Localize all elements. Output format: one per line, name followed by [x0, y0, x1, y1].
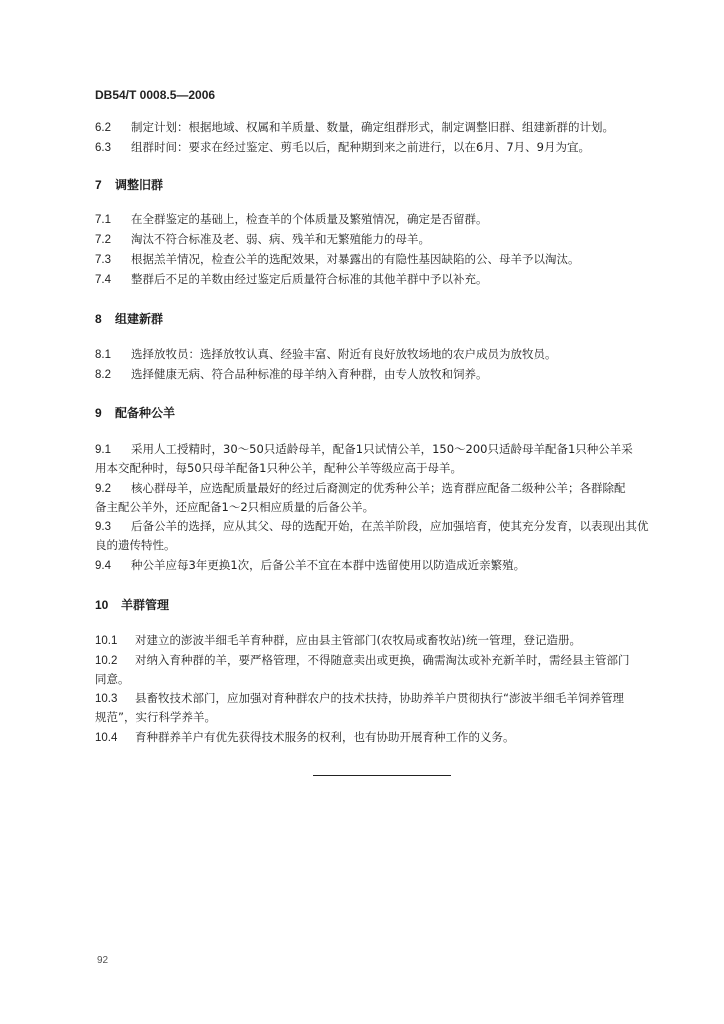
section-8-heading	[95, 310, 163, 327]
clause-text: 核心群母羊，应选配质量最好的经过后裔测定的优秀种公羊；选育群应配备二级种公羊；各群除配	[131, 481, 626, 495]
clause-text: 种公羊应每3年更换1次，后备公羊不宜在本群中选留使用以防造成近亲繁殖。	[131, 558, 526, 572]
clause-text: 选择健康无病、符合品种标准的母羊纳入育种群，由专人放牧和饲养。	[131, 367, 488, 381]
clause-9-3-continued: 良的遗传特性。	[95, 538, 176, 552]
clause-text: 后备公羊的选择，应从其父、母的选配开始，在羔羊阶段，应加强培育，使其充分发育，以表现出其优	[131, 519, 649, 533]
clause-text: 对建立的澎波半细毛羊育种群，应由县主管部门(农牧局或畜牧站)统一管理，登记造册。	[135, 633, 581, 647]
clause-6-2	[95, 120, 635, 135]
clause-10-2	[95, 653, 635, 668]
clause-9-2-continued: 备主配公羊外，还应配备1～2只相应质量的后备公羊。	[95, 500, 375, 514]
clause-8-1	[95, 347, 635, 362]
clause-number: 9.1	[95, 444, 111, 456]
clause-9-3	[95, 519, 649, 534]
clause-number: 9.2	[95, 483, 111, 495]
clause-10-3-continued: 规范”，实行科学养羊。	[95, 710, 216, 724]
section-7-heading	[95, 176, 163, 193]
clause-text: 组群时间：要求在经过鉴定、剪毛以后，配种期到来之前进行，以在6月、7月、9月为宜。	[131, 140, 590, 154]
clause-text: 采用人工授精时，30～50只适龄母羊，配备1只试情公羊，150～200只适龄母羊配备1只种公羊采	[131, 442, 633, 456]
section-title: 组建新群	[115, 312, 164, 326]
clause-number: 7.2	[95, 234, 111, 246]
section-9-heading	[95, 404, 175, 421]
page-number: 92	[97, 955, 109, 966]
section-number: 9	[95, 406, 102, 420]
end-of-document-rule	[313, 775, 451, 776]
clause-text: 育种群养羊户有优先获得技术服务的权利，也有协助开展育种工作的义务。	[135, 730, 515, 744]
clause-text: 淘汰不符合标准及老、弱、病、残羊和无繁殖能力的母羊。	[131, 232, 430, 246]
clause-text: 选择放牧员：选择放牧认真、经验丰富、附近有良好放牧场地的农户成员为放牧员。	[131, 347, 557, 361]
clause-text: 在全群鉴定的基础上，检查羊的个体质量及繁殖情况，确定是否留群。	[131, 212, 488, 226]
clause-number: 7.3	[95, 254, 111, 266]
clause-10-4	[95, 730, 635, 745]
section-10-heading	[95, 596, 169, 613]
clause-10-2-continued: 同意。	[95, 672, 130, 686]
clause-7-2	[95, 232, 635, 247]
clause-number: 10.4	[95, 732, 118, 744]
clause-number: 10.2	[95, 655, 118, 667]
section-title: 调整旧群	[115, 178, 164, 192]
section-number: 8	[95, 312, 102, 326]
clause-9-1-continued: 用本交配种时，每50只母羊配备1只种公羊，配种公羊等级应高于母羊。	[95, 461, 462, 475]
clause-7-3	[95, 252, 635, 267]
section-number: 7	[95, 178, 102, 192]
clause-number: 9.3	[95, 521, 111, 533]
clause-number: 10.3	[95, 693, 118, 705]
clause-9-4	[95, 558, 635, 573]
clause-number: 8.2	[95, 369, 111, 381]
clause-number: 9.4	[95, 560, 111, 572]
section-number: 10	[95, 598, 109, 612]
clause-number: 6.3	[95, 142, 111, 154]
clause-9-2	[95, 481, 635, 496]
clause-number: 8.1	[95, 349, 111, 361]
clause-7-1	[95, 212, 635, 227]
clause-text: 制定计划：根据地域、权属和羊质量、数量，确定组群形式，制定调整旧群、组建新群的计划。	[131, 120, 614, 134]
clause-10-3	[95, 691, 635, 706]
clause-7-4	[95, 272, 635, 287]
clause-6-3	[95, 140, 635, 155]
clause-10-1	[95, 633, 635, 648]
section-title: 配备种公羊	[115, 406, 176, 420]
clause-number: 6.2	[95, 122, 111, 134]
document-code: DB54/T 0008.5—2006	[95, 88, 216, 102]
clause-text: 根据羔羊情况，检查公羊的选配效果，对暴露出的有隐性基因缺陷的公、母羊予以淘汰。	[131, 252, 580, 266]
clause-9-1	[95, 442, 635, 457]
clause-text: 县畜牧技术部门，应加强对育种群农户的技术扶持，协助养羊户贯彻执行“澎波半细毛羊饲养管理	[135, 691, 624, 705]
clause-text: 对纳入育种群的羊，要严格管理，不得随意卖出或更换，确需淘汰或补充新羊时，需经县主管部门	[135, 653, 630, 667]
clause-number: 10.1	[95, 635, 118, 647]
clause-number: 7.1	[95, 214, 111, 226]
section-title: 羊群管理	[121, 598, 170, 612]
clause-number: 7.4	[95, 274, 111, 286]
clause-8-2	[95, 367, 635, 382]
clause-text: 整群后不足的羊数由经过鉴定后质量符合标准的其他羊群中予以补充。	[131, 272, 488, 286]
